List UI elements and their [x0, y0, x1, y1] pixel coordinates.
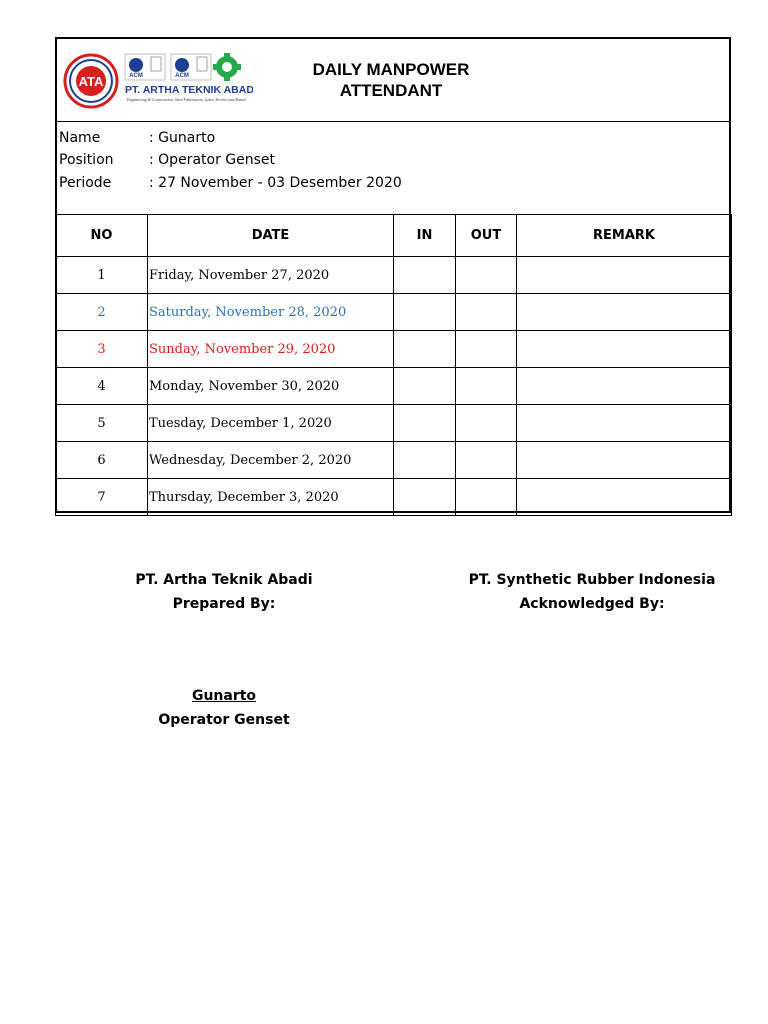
- svg-text:ACM: ACM: [129, 73, 143, 79]
- prepared-by-block: [104, 568, 344, 616]
- cell-date: Friday, November 27, 2020: [148, 257, 394, 294]
- table-row: [56, 368, 732, 405]
- signer-block: [104, 684, 344, 732]
- acknowledged-by-block: [452, 568, 732, 616]
- cell-no: 2: [56, 294, 148, 331]
- cell-out[interactable]: [456, 294, 517, 331]
- right-company: PT. Synthetic Rubber Indonesia: [468, 572, 716, 588]
- cell-no: 7: [56, 479, 148, 516]
- position-label: Position: [59, 152, 114, 168]
- cell-date: Saturday, November 28, 2020: [148, 294, 394, 331]
- sheet-header: [57, 39, 729, 122]
- left-role: Prepared By:: [172, 596, 276, 612]
- cell-in[interactable]: [394, 442, 456, 479]
- col-header-out: OUT: [456, 215, 517, 257]
- cell-in[interactable]: [394, 405, 456, 442]
- cell-date: Wednesday, December 2, 2020: [148, 442, 394, 479]
- cell-out[interactable]: [456, 405, 517, 442]
- position-value: : Operator Genset: [149, 152, 276, 168]
- title-line-1: DAILY MANPOWER: [312, 60, 470, 79]
- document-title: [257, 59, 525, 101]
- cell-date: Thursday, December 3, 2020: [148, 479, 394, 516]
- table-row: [56, 479, 732, 516]
- cell-no: 1: [56, 257, 148, 294]
- cell-date: Monday, November 30, 2020: [148, 368, 394, 405]
- cell-out[interactable]: [456, 257, 517, 294]
- cell-out[interactable]: [456, 479, 517, 516]
- table-header-row: [56, 215, 732, 257]
- employee-info: [59, 127, 559, 194]
- svg-text:ATA: ATA: [78, 74, 104, 89]
- info-row-periode: [59, 172, 559, 194]
- signer-name: Gunarto: [191, 688, 257, 704]
- table-row: [56, 257, 732, 294]
- cell-date: Sunday, November 29, 2020: [148, 331, 394, 368]
- svg-text:Engineering & Construction, St: Engineering & Construction, Steel Fabrication, Labor Service and Rental: [127, 97, 246, 102]
- left-company: PT. Artha Teknik Abadi: [135, 572, 313, 588]
- info-row-position: [59, 149, 559, 171]
- cell-in[interactable]: [394, 257, 456, 294]
- cell-remark[interactable]: [517, 331, 732, 368]
- cell-remark[interactable]: [517, 479, 732, 516]
- cell-no: 5: [56, 405, 148, 442]
- attendance-table: [55, 214, 732, 516]
- table-row: [56, 294, 732, 331]
- cell-in[interactable]: [394, 368, 456, 405]
- attendance-sheet: [55, 37, 731, 513]
- cell-out[interactable]: [456, 442, 517, 479]
- info-row-name: [59, 127, 559, 149]
- cell-remark[interactable]: [517, 368, 732, 405]
- cell-in[interactable]: [394, 479, 456, 516]
- cell-remark[interactable]: [517, 294, 732, 331]
- right-role: Acknowledged By:: [519, 596, 665, 612]
- col-header-no: NO: [56, 215, 148, 257]
- cell-date: Tuesday, December 1, 2020: [148, 405, 394, 442]
- signer-title: Operator Genset: [158, 712, 290, 728]
- table-row: [56, 442, 732, 479]
- svg-text:ACM: ACM: [175, 73, 189, 79]
- table-row: [56, 331, 732, 368]
- col-header-in: IN: [394, 215, 456, 257]
- cell-in[interactable]: [394, 294, 456, 331]
- svg-text:PT. ARTHA TEKNIK ABADI: PT. ARTHA TEKNIK ABADI: [125, 84, 253, 96]
- name-label: Name: [59, 130, 101, 146]
- cell-remark[interactable]: [517, 442, 732, 479]
- cell-remark[interactable]: [517, 405, 732, 442]
- cell-out[interactable]: [456, 331, 517, 368]
- cell-in[interactable]: [394, 331, 456, 368]
- col-header-date: DATE: [148, 215, 394, 257]
- table-row: [56, 405, 732, 442]
- col-header-remark: REMARK: [517, 215, 732, 257]
- periode-value: : 27 November - 03 Desember 2020: [149, 175, 402, 191]
- name-value: : Gunarto: [149, 130, 216, 146]
- cell-no: 4: [56, 368, 148, 405]
- company-logo: [63, 51, 253, 111]
- cell-out[interactable]: [456, 368, 517, 405]
- cell-no: 6: [56, 442, 148, 479]
- ata-logo-icon: [63, 51, 253, 111]
- cell-no: 3: [56, 331, 148, 368]
- cell-remark[interactable]: [517, 257, 732, 294]
- title-line-2: ATTENDANT: [339, 81, 443, 100]
- periode-label: Periode: [59, 175, 112, 191]
